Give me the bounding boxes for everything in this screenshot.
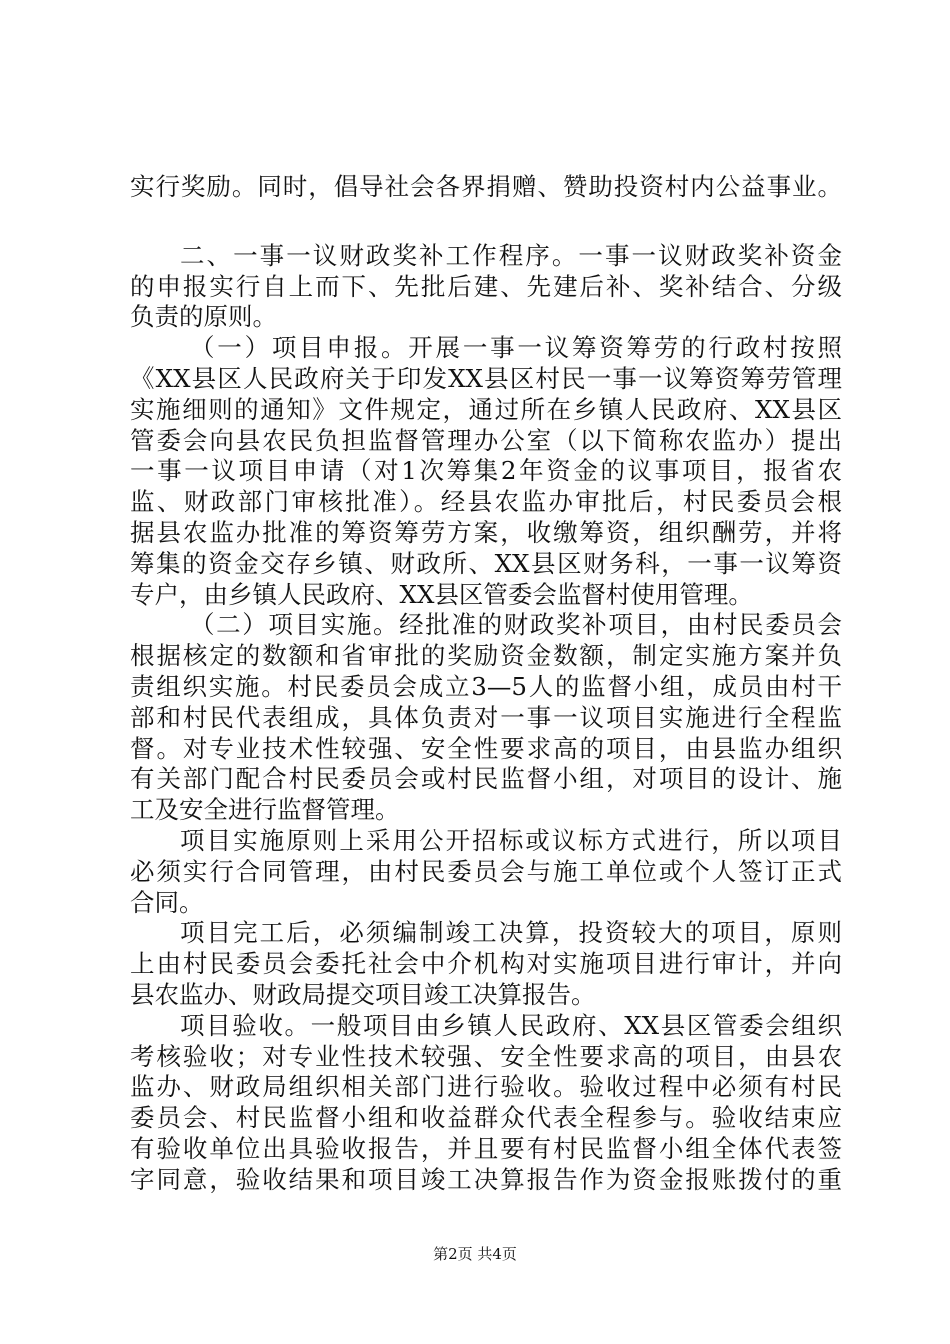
item-1-project-application: [130, 333, 842, 610]
text-line: 监办、财政局组织相关部门进行验收。验收过程中必须有村民: [130, 1072, 842, 1102]
text-line: 据县农监办批准的筹资筹劳方案，收缴筹资，组织酬劳，并将: [130, 517, 842, 547]
completion-paragraph: [130, 918, 842, 1010]
text-line: 项目验收。一般项目由乡镇人民政府、XX县区管委会组织: [180, 1010, 842, 1040]
page-number-footer: 第2页 共4页: [433, 1245, 517, 1263]
text-line: 二、一事一议财政奖补工作程序。一事一议财政奖补资金: [180, 240, 842, 270]
acceptance-paragraph: [130, 1011, 842, 1196]
text-line: 负责的原则。: [130, 302, 277, 332]
bidding-paragraph: [130, 826, 842, 918]
text-line: 筹集的资金交存乡镇、财政所、XX县区财务科，一事一议筹资: [130, 548, 842, 578]
item-2-project-implementation: [130, 610, 842, 826]
text-line: 《XX县区人民政府关于印发XX县区村民一事一议筹资筹劳管理: [130, 363, 842, 393]
text-line: 必须实行合同管理，由村民委员会与施工单位或个人签订正式: [130, 856, 842, 886]
text-line: 工及安全进行监督管理。: [130, 795, 400, 825]
text-line: 专户，由乡镇人民政府、XX县区管委会监督村使用管理。: [130, 579, 753, 609]
text-line: 字同意，验收结果和项目竣工决算报告作为资金报账拨付的重: [130, 1164, 842, 1194]
text-line: 监、财政部门审核批准）。经县农监办审批后，村民委员会根: [130, 487, 842, 517]
text-line: 责组织实施。村民委员会成立3—5人的监督小组，成员由村干: [130, 671, 842, 701]
text-line: 考核验收；对专业性技术较强、安全性要求高的项目，由县农: [130, 1041, 842, 1071]
text-line: 有关部门配合村民委员会或村民监督小组，对项目的设计、施: [130, 764, 842, 794]
text-line: 管委会向县农民负担监督管理办公室（以下简称农监办）提出: [130, 425, 842, 455]
text-line: 实施细则的通知》文件规定，通过所在乡镇人民政府、XX县区: [130, 394, 842, 424]
text-line: 委员会、村民监督小组和收益群众代表全程参与。验收结束应: [130, 1103, 842, 1133]
text-line: 项目实施原则上采用公开招标或议标方式进行，所以项目: [180, 825, 842, 855]
text-line: 部和村民代表组成，具体负责对一事一议项目实施进行全程监: [130, 702, 842, 732]
text-line: 县农监办、财政局提交项目竣工决算报告。: [130, 979, 596, 1009]
text-line: 的申报实行自上而下、先批后建、先建后补、奖补结合、分级: [130, 271, 842, 301]
document-body: [130, 172, 842, 1196]
text-line: 上由村民委员会委托社会中介机构对实施项目进行审计，并向: [130, 949, 842, 979]
text-line: （一）项目申报。开展一事一议筹资筹劳的行政村按照: [190, 333, 842, 363]
text-line: 有验收单位出具验收报告，并且要有村民监督小组全体代表签: [130, 1133, 842, 1163]
section-2-paragraph: [130, 241, 842, 333]
text-line: （二）项目实施。经批准的财政奖补项目，由村民委员会: [190, 610, 842, 640]
text-line: 根据核定的数额和省审批的奖励资金数额，制定实施方案并负: [130, 641, 842, 671]
text-line: 合同。: [130, 887, 204, 917]
text-line: 督。对专业技术性较强、安全性要求高的项目，由县监办组织: [130, 733, 842, 763]
text-line: 一事一议项目申请（对1次筹集2年资金的议事项目，报省农: [130, 456, 842, 486]
paragraph-gap: [130, 203, 842, 241]
text-line: 项目完工后，必须编制竣工决算，投资较大的项目，原则: [180, 918, 842, 948]
text-line: 实行奖励。同时，倡导社会各界捐赠、赞助投资村内公益事业。: [130, 172, 842, 201]
